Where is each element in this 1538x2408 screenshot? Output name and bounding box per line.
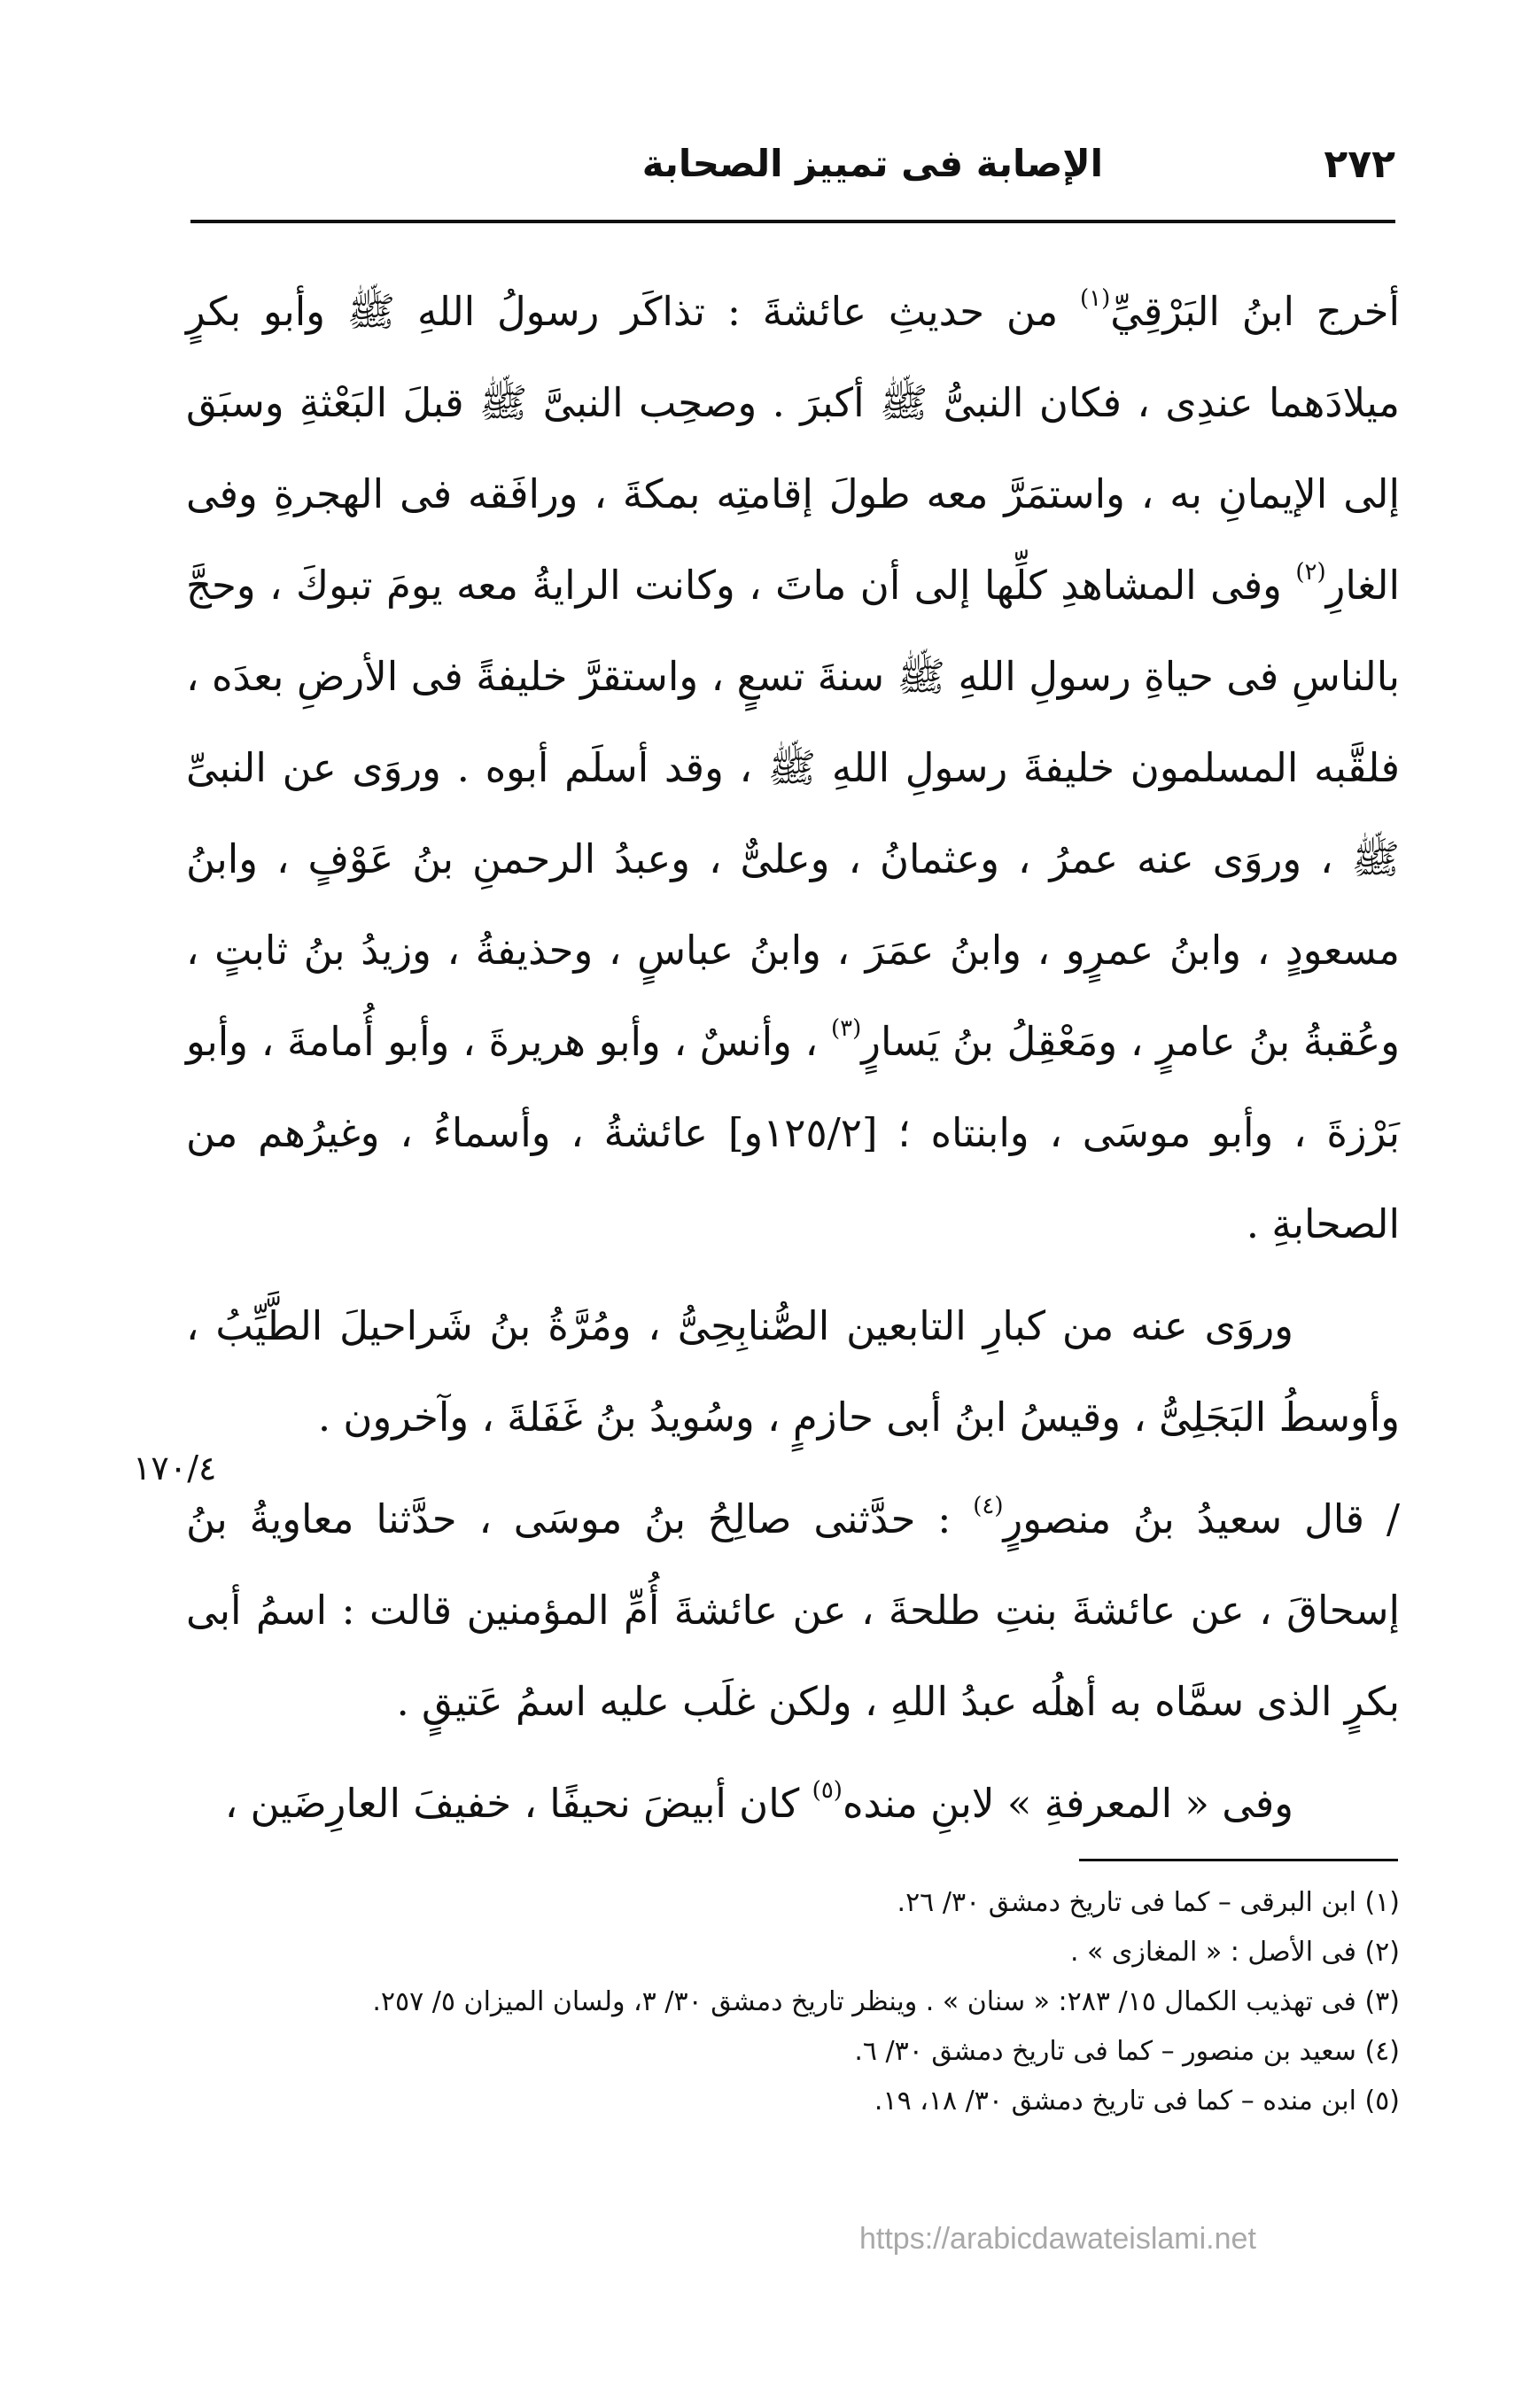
footnote-4: (٤) سعيد بن منصور – كما فى تاريخ دمشق ٣٠/ ٦. (854, 2036, 1400, 2067)
paragraph-4-part-1: وفى « المعرفةِ » لابنِ منده (842, 1780, 1293, 1827)
paragraph-4-part-2: كان أبيضَ نحيفًا ، خفيفَ العارِضَين ، (224, 1780, 812, 1827)
paragraph-3-part-1: / قال سعيدُ بنُ منصورٍ (1003, 1495, 1400, 1542)
margin-page-reference: ١٧٠/٤ (133, 1449, 217, 1488)
footnote-3: (٣) فى تهذيب الكمال ١٥/ ٢٨٣: « سنان » . وينظر تاريخ دمشق ٣٠/ ٣، ولسان الميزان ٥/ ٢٥٧. (372, 1986, 1400, 2017)
footnote-ref-3: (٣) (830, 1015, 862, 1042)
paragraph-1-part-1: أخرج ابنُ البَرْقِيِّ (1110, 288, 1400, 335)
paragraph-1-part-2: من حديثِ عائشةَ : تذاكَر رسولُ اللهِ ﷺ وأبو بكرٍ ميلادَهما عندِى ، فكان النبىُّ ﷺ أكبرَ . وصحِب النبىَّ ﷺ قبلَ البَعْثةِ وسبَق إلى الإيمانِ به ، واستمَرَّ معه طولَ إقامتِه بمكةَ ، ورافَقه فى الهجرةِ وفى الغارِ (186, 288, 1400, 609)
footnote-1: (١) ابن البرقى – كما فى تاريخ دمشق ٣٠/ ٢٦. (897, 1887, 1400, 1918)
paragraph-1-part-4: ، وأنسٌ ، وأبو هريرةَ ، وأبو أُمامةَ ، وأبو بَرْزةَ ، وأبو موسَى ، وابنتاه ؛ [١٢٥/٢و] عائشةُ ، وأسماءُ ، وغيرُهم من الصحابةِ . (186, 1018, 1400, 1247)
paragraph-1-part-3: وفى المشاهدِ كلِّها إلى أن ماتَ ، وكانت الرايةُ معه يومَ تبوكَ ، وحجَّ بالناسِ فى حياةِ رسولِ اللهِ ﷺ سنةَ تسعٍ ، واستقرَّ خليفةً فى الأرضِ بعدَه ، فلقَّبه المسلمون خليفةَ رسولِ اللهِ ﷺ ، وقد أسلَم أبوه . وروَى عن النبىِّ ﷺ ، وروَى عنه عمرُ ، وعثمانُ ، وعلىٌّ ، وعبدُ الرحمنِ بنُ عَوْفٍ ، وابنُ مسعودٍ ، وابنُ عمرٍو ، وابنُ عمَرَ ، وابنُ عباسٍ ، وحذيفةُ ، وزيدُ بنُ ثابتٍ ، وعُقبةُ بنُ عامرٍ ، ومَعْقِلُ بنُ يَسارٍ (186, 562, 1400, 1065)
footnote-rule (1079, 1859, 1398, 1861)
footnote-2: (٢) فى الأصل : « المغازى » . (1069, 1937, 1400, 1968)
main-text (186, 266, 1400, 1860)
running-head (190, 142, 1395, 204)
paragraph-4 (186, 1758, 1400, 1849)
watermark-url: https://arabicdawateislami.net (859, 2222, 1256, 2256)
footnote-ref-4: (٤) (973, 1493, 1004, 1519)
footnotes (177, 1878, 1400, 2126)
footnote-ref-1: (١) (1080, 285, 1111, 312)
paragraph-2: وروَى عنه من كبارِ التابعين الصُّنابِحِىُّ ، ومُرَّةُ بنُ شَراحيلَ الطَّيِّبُ ، وأوسطُ البَجَلِىُّ ، وقيسُ ابنُ أبى حازمٍ ، وسُويدُ بنُ غَفَلةَ ، وآخرون . (186, 1302, 1400, 1441)
paragraph-3-part-2: : حدَّثنى صالِحُ بنُ موسَى ، حدَّثنا معاويةُ بنُ إسحاقَ ، عن عائشةَ بنتِ طلحةَ ، عن عائشةَ أُمِّ المؤمنين قالت : اسمُ أبى بكرٍ الذى سمَّاه به أهلُه عبدُ اللهِ ، ولكن غلَب عليه اسمُ عَتيقٍ . (186, 1495, 1400, 1725)
footnote-ref-5: (٥) (812, 1777, 843, 1804)
footnote-ref-2: (٢) (1295, 559, 1326, 586)
paragraph-3 (186, 1473, 1400, 1747)
header-rule (190, 220, 1395, 223)
paragraph-1 (186, 266, 1400, 1270)
footnote-5: (٥) ابن منده – كما فى تاريخ دمشق ٣٠/ ١٨، ١٩. (874, 2086, 1400, 2117)
book-title: الإصابة فى تمييز الصحابة (641, 142, 1103, 185)
page-number: ٢٧٢ (1324, 142, 1395, 187)
